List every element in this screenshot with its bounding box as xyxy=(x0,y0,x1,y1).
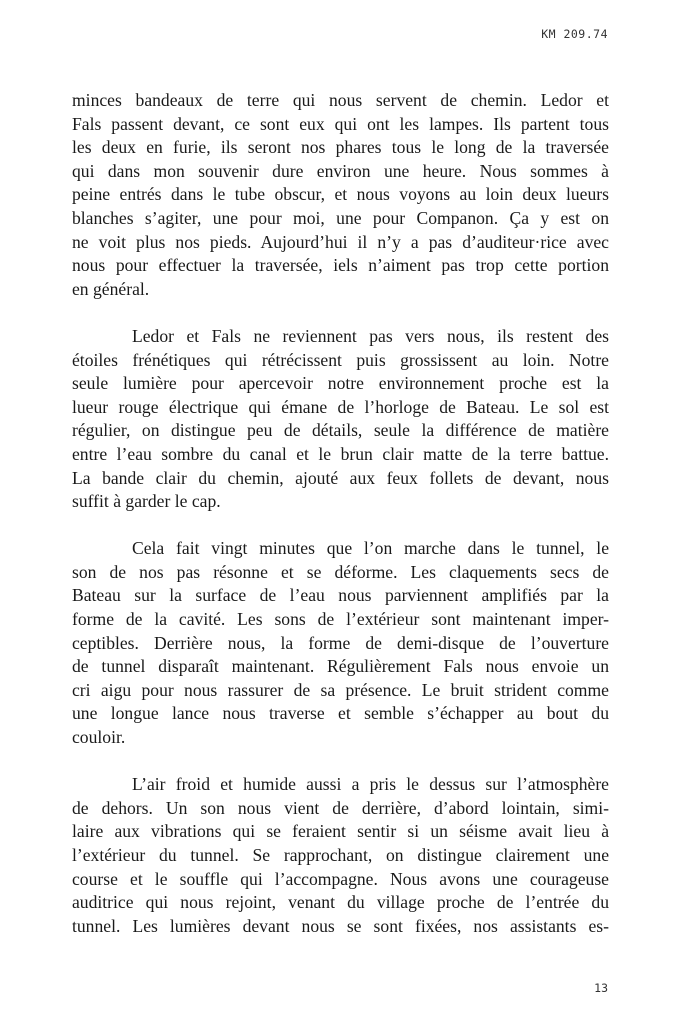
text-line: entre l’eau sombre du canal et le brun clair matte de la terre battue. xyxy=(72,443,609,464)
text-line: La bande clair du chemin, ajouté aux feux follets de devant, nous xyxy=(72,467,609,488)
text-line: peine entrés dans le tube obscur, et nous voyons au loin deux lueurs xyxy=(72,184,609,205)
text-line: couloir. xyxy=(72,727,126,748)
text-line: blanches s’agiter, une pour moi, une pour Companon. Ça y est on xyxy=(72,207,609,228)
text-line: qui dans mon souvenir dure environ une heure. Nous sommes à xyxy=(72,160,609,181)
text-line: nous pour effectuer la traversée, iels n’aiment pas trop cette portion xyxy=(72,255,609,276)
text-line: auditrice qui nous rejoint, venant du village proche de l’entrée du xyxy=(72,892,609,913)
text-line: l’extérieur du tunnel. Se rapprochant, on distingue clairement une xyxy=(72,845,609,865)
text-line: ne voit plus nos pieds. Aujourd’hui il n’y a pas d’auditeur·rice avec xyxy=(72,231,609,252)
paragraph-3 xyxy=(72,537,609,749)
paragraph-2 xyxy=(72,325,609,514)
text-line: de tunnel disparaît maintenant. Régulièrement Fals nous envoie un xyxy=(72,656,609,677)
text-line: étoiles frénétiques qui rétrécissent puis grossissent au loin. Notre xyxy=(72,349,609,370)
text-line: Ledor et Fals ne reviennent pas vers nous, ils restent des xyxy=(132,325,609,346)
text-line: de dehors. Un son nous vient de derrière, d’abord lointain, simi- xyxy=(72,797,609,818)
running-header: KM 209.74 xyxy=(541,27,608,41)
text-line: tunnel. Les lumières devant nous se sont fixées, nos assistants es- xyxy=(72,915,609,936)
text-line: lueur rouge électrique qui émane de l’horloge de Bateau. Le sol est xyxy=(72,396,609,417)
text-line: cri aigu pour nous rassurer de sa présence. Le bruit strident comme xyxy=(72,679,609,700)
text-line: L’air froid et humide aussi a pris le dessus sur l’atmosphère xyxy=(132,774,609,795)
text-line: suffit à garder le cap. xyxy=(72,491,221,512)
text-line: Bateau sur la surface de l’eau nous parviennent amplifiés par la xyxy=(72,585,609,606)
text-line: minces bandeaux de terre qui nous servent de chemin. Ledor et xyxy=(72,90,609,110)
paragraph-1 xyxy=(72,89,609,301)
text-line: laire aux vibrations qui se feraient sentir si un séisme avait lieu à xyxy=(72,821,609,842)
text-line: une longue lance nous traverse et semble s’échapper au bout du xyxy=(72,703,609,724)
text-line: Fals passent devant, ce sont eux qui ont les lampes. Ils partent tous xyxy=(72,113,609,134)
page-number: 13 xyxy=(594,981,608,995)
text-line: course et le souffle qui l’accompagne. Nous avons une courageuse xyxy=(72,868,609,889)
text-line: ceptibles. Derrière nous, la forme de demi-disque de l’ouverture xyxy=(72,632,609,653)
text-line: forme de la cavité. Les sons de l’extérieur sont maintenant imper- xyxy=(72,609,609,630)
paragraph-4 xyxy=(72,773,609,938)
text-line: les deux en furie, ils seront nos phares tous le long de la traversée xyxy=(72,137,609,158)
text-line: régulier, on distingue peu de détails, seule la différence de matière xyxy=(72,420,609,441)
body-text xyxy=(72,89,609,938)
text-line: seule lumière pour apercevoir notre environnement proche est la xyxy=(72,373,609,394)
text-line: Cela fait vingt minutes que l’on marche dans le tunnel, le xyxy=(132,538,609,559)
text-line: en général. xyxy=(72,278,150,299)
text-line: son de nos pas résonne et se déforme. Les claquements secs de xyxy=(72,561,609,582)
